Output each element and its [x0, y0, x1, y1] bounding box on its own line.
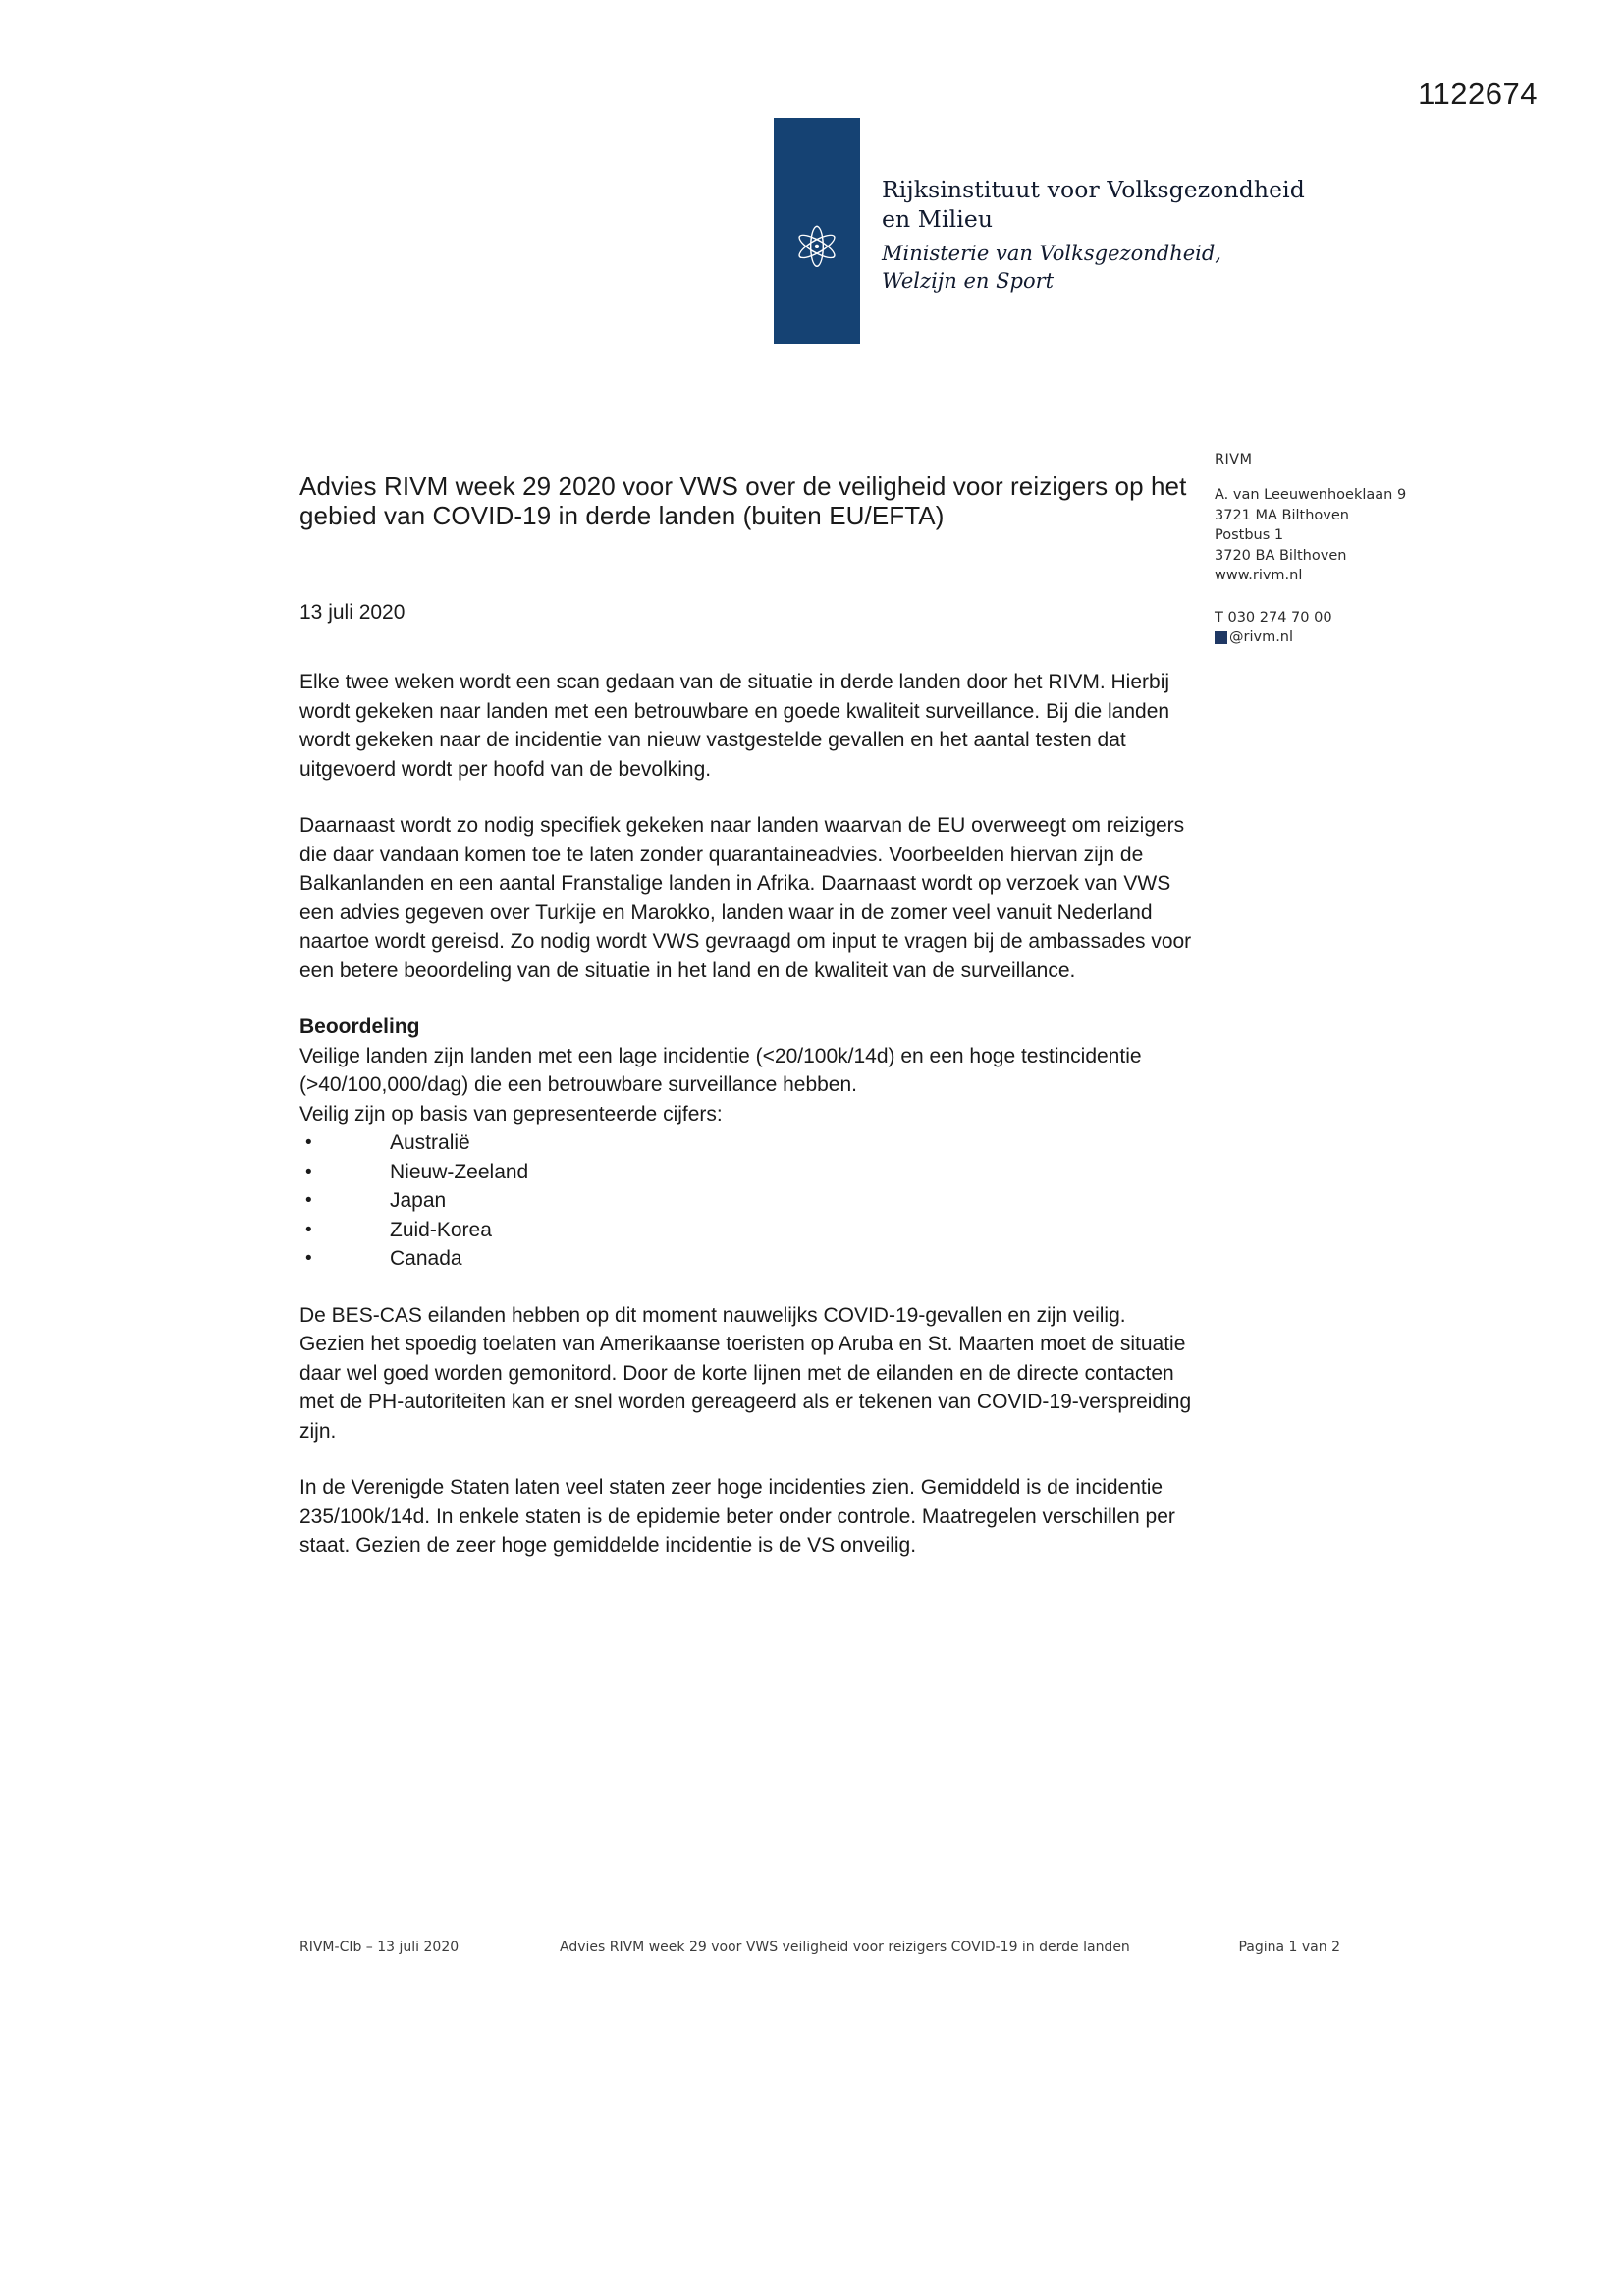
address-phone: T 030 274 70 00: [1215, 609, 1332, 626]
logo-line-2: en Milieu: [882, 205, 994, 233]
paragraph-5: In de Verenigde Staten laten veel staten zeer hoge incidenties zien. Gemiddeld is de incidentie 235/100k/14d. In enkele staten is de epidemie beter onder controle. Maatregelen verschillen per staat. Gezien de zeer hoge gemiddelde incidentie is de VS onveilig.: [299, 1476, 1175, 1557]
logo-line-4: Welzijn en Sport: [882, 269, 1055, 293]
safe-countries-list: [299, 1128, 1193, 1274]
footer-page-number: Pagina 1 van 2: [1238, 1940, 1340, 1955]
list-item: • Nieuw-Zeeland: [299, 1158, 1193, 1187]
paragraph-3: Veilige landen zijn landen met een lage incidentie (<20/100k/14d) en een hoge testincidentie (>40/100,000/dag) die een betrouwbare surveillance hebben.: [299, 1044, 1142, 1096]
address-website[interactable]: www.rivm.nl: [1215, 568, 1303, 583]
logo-line-1: Rijksinstituut voor Volksgezondheid: [882, 176, 1305, 203]
list-item: • Zuid-Korea: [299, 1216, 1193, 1245]
section-heading-beoordeling: Beoordeling: [299, 1015, 420, 1038]
paragraph-4: De BES-CAS eilanden hebben op dit moment nauwelijks COVID-19-gevallen en zijn veilig. Gezien het spoedig toelaten van Amerikaanse toeristen op Aruba en St. Maarten moet de situatie daar wel goed worden gemonitord. Door de korte lijnen met de eilanden en de directe contacten met de PH-autoriteiten kan er snel worden gereageerd als er tekenen van COVID-19-verspreiding zijn.: [299, 1303, 1192, 1443]
document-body: [299, 471, 1193, 1588]
list-intro: Veilig zijn op basis van gepresenteerde cijfers:: [299, 1102, 723, 1125]
document-date: 13 juli 2020: [299, 601, 406, 624]
footer-middle: Advies RIVM week 29 voor VWS veiligheid voor reizigers COVID-19 in derde landen: [560, 1940, 1130, 1955]
address-pobox: Postbus 1: [1215, 527, 1284, 543]
logo-line-3: Ministerie van Volksgezondheid,: [882, 242, 1221, 265]
address-block: [1215, 452, 1509, 648]
address-email-row: [1215, 628, 1509, 648]
footer-left: RIVM-CIb – 13 juli 2020: [299, 1940, 460, 1955]
list-item: • Canada: [299, 1244, 1193, 1274]
logo-text-block: [882, 175, 1305, 295]
paragraph-2: Daarnaast wordt zo nodig specifiek gekeken naar landen waarvan de EU overweegt om reizigers die daar vandaan komen toe te laten zonder quarantaineadvies. Voorbeelden hiervan zijn de Balkanlanden en een aantal Franstalige landen in Afrika. Daarnaast wordt op verzoek van VWS een advies gegeven over Turkije en Marokko, landen waar in de zomer veel vanuit Nederland naartoe wordt gereisd. Zo nodig wordt VWS gevraagd om input te vragen bij de ambassades voor een betere beoordeling van de situatie in het land en de kwaliteit van de surveillance.: [299, 814, 1192, 982]
dutch-coat-of-arms-icon: ⚛: [791, 214, 842, 281]
address-street: A. van Leeuwenhoeklaan 9: [1215, 487, 1407, 503]
address-city: 3721 MA Bilthoven: [1215, 507, 1349, 523]
document-number: 1122674: [1418, 77, 1538, 111]
page-title: Advies RIVM week 29 2020 voor VWS over de veiligheid voor reizigers op het gebied van COVID-19 in derde landen (buiten EU/EFTA): [299, 471, 1187, 530]
page-footer: [299, 1940, 1340, 1955]
redaction-box-icon: [1215, 631, 1227, 644]
list-item: • Japan: [299, 1186, 1193, 1216]
address-heading: RIVM: [1215, 452, 1253, 467]
rivm-logo: [774, 118, 1324, 344]
address-pobox-city: 3720 BA Bilthoven: [1215, 547, 1347, 564]
paragraph-1: Elke twee weken wordt een scan gedaan van de situatie in derde landen door het RIVM. Hierbij wordt gekeken naar landen met een betrouwbare en goede kwaliteit surveillance. Bij die landen wordt gekeken naar de incidentie van nieuw vastgestelde gevallen en het aantal testen dat uitgevoerd wordt per hoofd van de bevolking.: [299, 671, 1170, 781]
list-item: • Australië: [299, 1128, 1193, 1158]
address-email[interactable]: @rivm.nl: [1229, 629, 1294, 645]
